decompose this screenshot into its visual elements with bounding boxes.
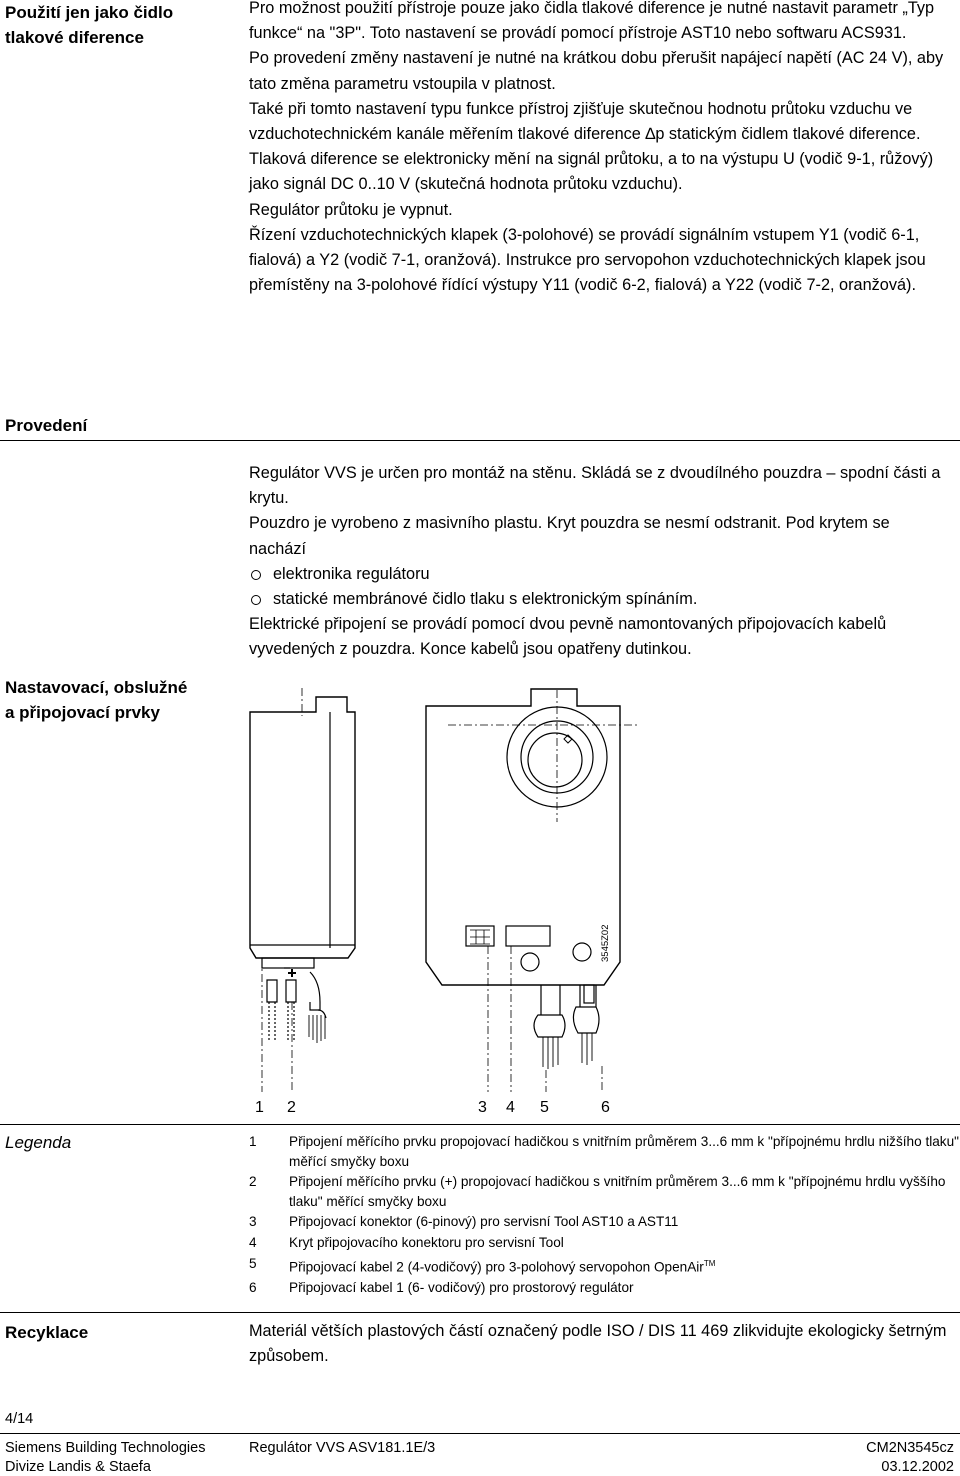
bullet-item: statické membránové čidlo tlaku s elektronickým spínáním. — [249, 587, 949, 612]
legend-text: Připojovací kabel 1 (6- vodičový) pro prostorový regulátor — [289, 1278, 959, 1298]
doc-code: CM2N3545cz — [866, 1439, 954, 1458]
paragraph: Také při tomto nastavení typu funkce přístroj zjišťuje skutečnou hodnotu průtoku vzduchu ve vzduchotechnickém kanále měřením tlakové diference ∆p statickým čidlem tlakové diference. Tlaková diference se elektronicky mění na signál průtoku, a to na výstupu U (vodič 9-1, růžový) jako signál DC 0..10 V (skutečná hodnota průtoku vzduchu). — [249, 97, 949, 198]
bullet-item: elektronika regulátoru — [249, 562, 949, 587]
recyklace-text: Materiál větších plastových částí označený podle ISO / DIS 11 469 zlikvidujte ekologicky šetrným způsobem. — [249, 1319, 949, 1369]
footer-divider — [0, 1433, 960, 1434]
footer-product: Regulátor VVS ASV181.1E/3 — [249, 1439, 435, 1458]
legend-list — [249, 1132, 959, 1299]
paragraph: Pro možnost použití přístroje pouze jako čidla tlakové diference je nutné nastavit parametr „Typ funkce“ na "3P". Toto nastavení se provádí pomocí přístroje AST10 nebo softwaru ACS931. — [249, 0, 949, 46]
figure-code: 3545Z02 — [600, 924, 611, 962]
section-heading-nastavovaci — [5, 675, 230, 725]
legend-number: 1 — [249, 1132, 289, 1171]
section-body-provedeni — [249, 461, 949, 663]
callout-number: 1 — [255, 1099, 264, 1117]
footer-company — [5, 1439, 205, 1476]
legend-number: 2 — [249, 1172, 289, 1211]
legend-number: 6 — [249, 1278, 289, 1298]
legend-item — [249, 1172, 959, 1211]
heading-line: tlakové diference — [5, 25, 230, 50]
company-line: Divize Landis & Staefa — [5, 1458, 205, 1476]
callout-number: 2 — [287, 1099, 296, 1117]
callout-number: 6 — [601, 1099, 610, 1117]
legend-text: Připojovací konektor (6-pinový) pro servisní Tool AST10 a AST11 — [289, 1212, 959, 1232]
legend-item — [249, 1132, 959, 1171]
footer-doc-info — [866, 1439, 954, 1476]
legend-heading: Legenda — [5, 1133, 71, 1153]
section-divider — [0, 1124, 960, 1125]
paragraph: Regulátor VVS je určen pro montáž na stěnu. Skládá se z dvoudílného pouzdra – spodní části a krytu. — [249, 461, 949, 511]
section-heading-pressure — [5, 0, 230, 50]
legend-item — [249, 1278, 959, 1298]
callout-number: 5 — [540, 1099, 549, 1117]
legend-item — [249, 1233, 959, 1253]
legend-text-wrap — [289, 1254, 959, 1277]
section-heading-provedeni: Provedení — [5, 413, 230, 438]
legend-text: Připojení měřícího prvku (+) propojovací hadičkou s vnitřním průměrem 3...6 mm k "přípojnému hrdlu vyššího tlaku" měřící smyčky boxu — [289, 1172, 959, 1211]
section-divider — [0, 440, 960, 441]
paragraph: Pouzdro je vyrobeno z masivního plastu. Kryt pouzdra se nesmí odstranit. Pod krytem se nachází — [249, 511, 949, 561]
section-body-pressure — [249, 0, 949, 298]
legend-number: 5 — [249, 1254, 289, 1277]
legend-text: Připojovací kabel 2 (4-vodičový) pro 3-polohový servopohon OpenAir — [289, 1259, 704, 1274]
paragraph: Řízení vzduchotechnických klapek (3-polohové) se provádí signálním vstupem Y1 (vodič 6-1, fialová) a Y2 (vodič 7-1, oranžová). Instrukce pro servopohon vzduchotechnických klapek jsou přemístěny na 3-polohové řídící výstupy Y11 (vodič 6-2, fialová) a Y22 (vodič 7-2, oranžová). — [249, 223, 949, 299]
trademark-mark: TM — [704, 1259, 716, 1268]
paragraph: Elektrické připojení se provádí pomocí dvou pevně namontovaných připojovacích kabelů vyvedených z pouzdra. Konce kabelů jsou opatřeny dutinkou. — [249, 612, 949, 662]
legend-text: Připojení měřícího prvku propojovací hadičkou s vnitřním průměrem 3...6 mm k "přípojnému hrdlu nižšího tlaku" měřící smyčky boxu — [289, 1132, 959, 1171]
page-number: 4/14 — [5, 1410, 33, 1429]
callout-number: 3 — [478, 1099, 487, 1117]
section-divider — [0, 1312, 960, 1313]
callout-number: 4 — [506, 1099, 515, 1117]
legend-number: 4 — [249, 1233, 289, 1253]
heading-line: Nastavovací, obslužné — [5, 675, 230, 700]
doc-date: 03.12.2002 — [866, 1458, 954, 1476]
heading-line: a připojovací prvky — [5, 700, 230, 725]
front-view — [426, 689, 620, 1069]
paragraph: Po provedení změny nastavení je nutné na krátkou dobu přerušit napájecí napětí (AC 24 V), aby tato změna parametru vstoupila v platnost. — [249, 46, 949, 96]
device-diagram — [240, 665, 640, 1095]
legend-item — [249, 1254, 959, 1277]
legend-number: 3 — [249, 1212, 289, 1232]
paragraph: Regulátor průtoku je vypnut. — [249, 198, 949, 223]
legend-item — [249, 1212, 959, 1232]
section-heading-recyklace: Recyklace — [5, 1320, 230, 1345]
legend-text: Kryt připojovacího konektoru pro servisní Tool — [289, 1233, 959, 1253]
heading-line: Použití jen jako čidlo — [5, 0, 230, 25]
company-line: Siemens Building Technologies — [5, 1439, 205, 1458]
side-view — [250, 697, 355, 1043]
